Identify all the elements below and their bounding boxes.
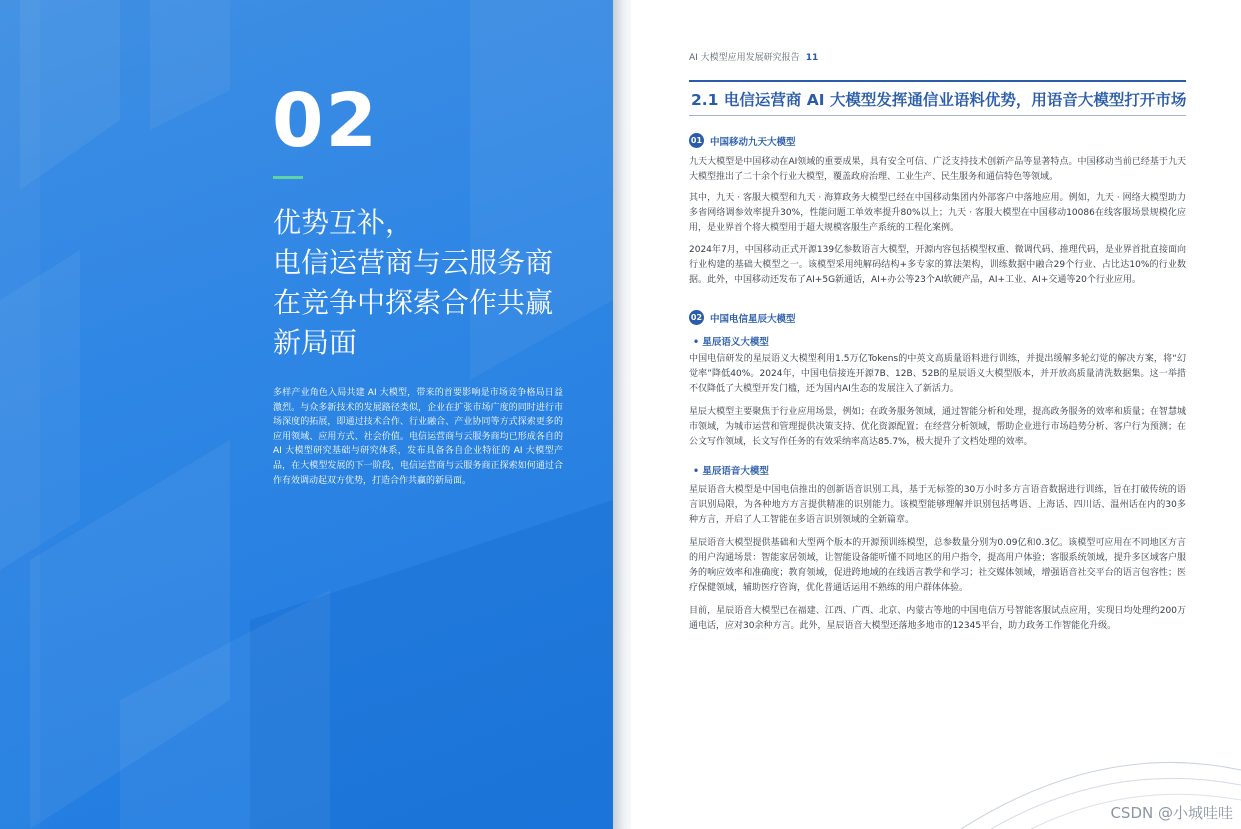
section-rule-bottom xyxy=(689,115,1186,116)
watermark: CSDN @小城哇哇 xyxy=(1110,804,1233,822)
subsection-title: 中国移动九天大模型 xyxy=(710,136,796,148)
accent-rule xyxy=(273,176,303,179)
paragraph: 2024年7月，中国移动正式开源139亿参数语言大模型，开源内容包括模型权重、微调代码、推理代码，是业界首批直接面向行业构建的基础大模型之一。该模型采用纯解码结构+多专家的算法架构，训练数据中融合29个行业、占比达10%的行业数据。此外，中国移动还发布了AI+5G新通话，AI+办公等23个AI软硬产品，AI+工业、AI+交通等20个行业应用。 xyxy=(689,245,1186,285)
chapter-title xyxy=(273,203,593,363)
paragraph: 星辰语音大模型提供基础和大型两个版本的开源预训练模型，总参数量分别为0.09亿和0.3亿。该模型可应用在不同地区方言的用户沟通场景：智能家居领域，让智能设备能听懂不同地区的用户指令，提高用户体验；客服系统领域，提升多区域客户服务的响应效率和准确度；教育领域，促进跨地域的在线语言教学和学习；社交媒体领域，增强语音社交平台的语言包容性；医疗保健领域，辅助医疗咨询，优化普通话运用不熟练的用户群体体验。 xyxy=(689,538,1186,593)
paragraph: 中国电信研发的星辰语义大模型利用1.5万亿Tokens的中英文高质量语料进行训练，并提出缓解多轮幻觉的解决方案，将“幻觉率”降低40%。2024年，中国电信接连开源7B、12B、52B的星辰语义大模型版本，并开放高质量清洗数据集。这一举措不仅降低了大模型开发门槛，还为国内AI生态的发展注入了新活力。 xyxy=(689,354,1186,394)
chapter-title-line: 新局面 xyxy=(273,326,358,359)
chapter-cover-page xyxy=(0,0,613,829)
subsection-title: 中国电信星辰大模型 xyxy=(710,313,796,325)
report-title: AI 大模型应用发展研究报告 xyxy=(689,53,800,63)
chapter-number: 02 xyxy=(272,78,379,164)
paragraph: 星辰语音大模型是中国电信推出的创新语音识别工具，基于无标签的30万小时多方言语音数据进行训练，旨在打破传统的语言识别局限，为各种地方方言提供精准的识别能力。该模型能够理解并识别包括粤语、上海话、四川话、温州话在内的30多种方言，开启了人工智能在多语言识别领域的全新篇章。 xyxy=(689,485,1186,525)
content-page xyxy=(631,0,1241,829)
paragraph: 其中，九天 · 客服大模型和九天 · 海算政务大模型已经在中国移动集团内外部客户中落地应用。例如，九天 · 网络大模型助力多省网络调参效率提升30%，性能问题工单效率提升80%以上；九天 · 客服大模型在中国移动10086在线客服场景规模化应用，是业界首个将大模型用于超大规模客服生产系统的工程化案例。 xyxy=(689,193,1186,233)
number-badge: 01 xyxy=(689,133,704,148)
subsection-heading xyxy=(689,310,796,325)
section-rule-top xyxy=(689,80,1186,82)
number-badge: 02 xyxy=(689,310,704,325)
paragraph: 九天大模型是中国移动在AI领域的重要成果，具有安全可信、广泛支持技术创新产品等显著特点。中国移动当前已经基于九天大模型推出了二十余个行业大模型，覆盖政府治理、工业生产、民生服务和通信特色等领域。 xyxy=(689,157,1186,182)
subsection-heading xyxy=(689,133,796,148)
chapter-intro: 多样产业角色入局共建 AI 大模型，带来的首要影响是市场竞争格局日益激烈。与众多新技术的发展路径类似，企业在扩张市场广度的同时进行市场深度的拓展，即通过技术合作、行业融合、产业协同等方式探索更多的应用领域、应用方式、社会价值。电信运营商与云服务商均已形成各自的 AI 大模型研究基础与研究体系，发布具备各自企业特征的 AI 大模型产品，在大模型发展的下一阶段，电信运营商与云服务商正探索如何通过合作有效调动起双方优势，打造合作共赢的新局面。 xyxy=(273,388,563,486)
paragraph: 目前，星辰语音大模型已在福建、江西、广西、北京、内蒙古等地的中国电信万号智能客服试点应用，实现日均处理约200万通电话，应对30余种方言。此外，星辰语音大模型还落地多地市的12345平台，助力政务工作智能化升级。 xyxy=(689,606,1186,631)
bullet-heading: • 星辰语义大模型 xyxy=(693,337,769,348)
chapter-title-line: 电信运营商与云服务商 xyxy=(273,246,554,279)
bullet-heading: • 星辰语音大模型 xyxy=(693,466,769,477)
chapter-title-line: 在竞争中探索合作共赢 xyxy=(273,286,554,319)
paragraph: 星辰大模型主要聚焦于行业应用场景，例如；在政务服务领域，通过智能分析和处理，提高政务服务的效率和质量；在智慧城市领域，为城市运营和管理提供决策支持、优化资源配置；在经营分析领域，帮助企业进行市场趋势分析、客户行为预测；在公文写作领域，长文写作任务的有效采纳率高达85.7%，极大提升了文档处理的效率。 xyxy=(689,407,1186,447)
book-spine xyxy=(613,0,631,829)
running-header xyxy=(689,50,818,63)
section-title: 2.1 电信运营商 AI 大模型发挥通信业语料优势，用语音大模型打开市场 xyxy=(691,91,1187,109)
chapter-title-line: 优势互补， xyxy=(273,206,414,239)
page-number: 11 xyxy=(805,53,819,63)
